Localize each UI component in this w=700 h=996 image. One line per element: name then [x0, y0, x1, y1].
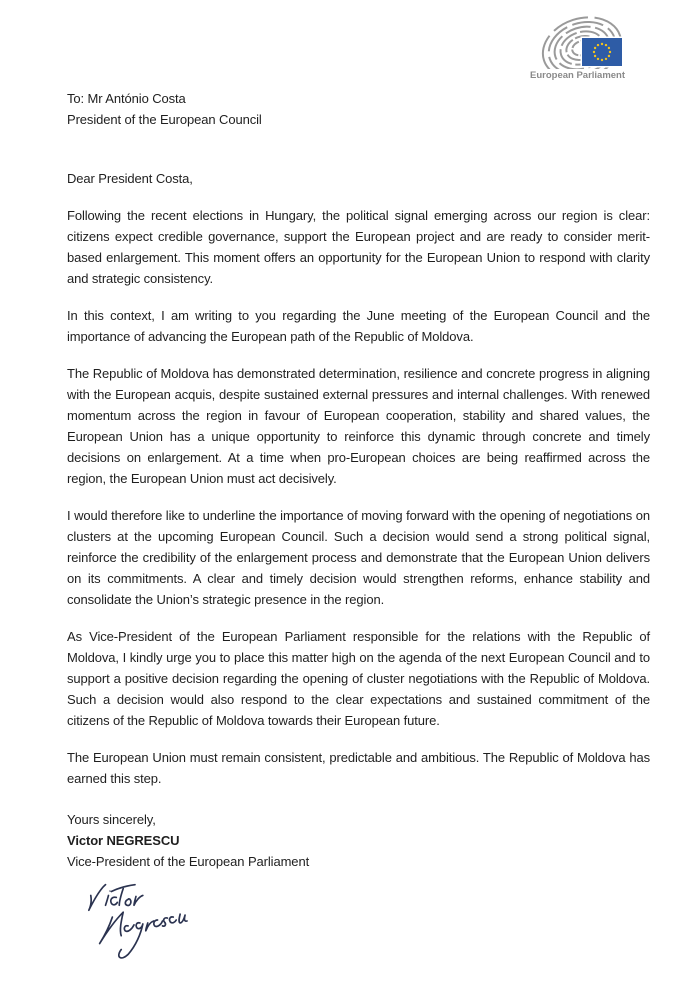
closing-block	[67, 809, 650, 872]
paragraph-4: I would therefore like to underline the importance of moving forward with the opening of negotiations on clusters at the upcoming European Council. Such a decision would send a strong political signal, reinforce the credibility of the enlargement process and demonstrate that the European Union delivers on its commitments. A clear and timely decision would strengthen reforms, enhance stability and consolidate the Union’s strategic presence in the region.	[67, 508, 650, 607]
paragraph-3: The Republic of Moldova has demonstrated determination, resilience and concrete progress in aligning with the European acquis, despite sustained external pressures and internal challenges. With renewed momentum across the region in favour of European cooperation, stability and shared values, the European Union has a unique opportunity to reinforce this dynamic through concrete and timely decisions on enlargement. At a time when pro-European choices are being reaffirmed across the region, the European Union must act decisively.	[67, 366, 650, 486]
paragraph-5: As Vice-President of the European Parliament responsible for the relations with the Republic of Moldova, I kindly urge you to place this matter high on the agenda of the next European Council and to support a positive decision regarding the opening of cluster negotiations with the Republic of Moldova. Such a decision would also respond to the clear expectations and sustained commitment of the citizens of the Republic of Moldova towards their European future.	[67, 629, 650, 728]
letter-content	[67, 88, 650, 969]
closing-phrase: Yours sincerely,	[67, 812, 156, 827]
paragraph-2: In this context, I am writing to you regarding the June meeting of the European Council and the importance of advancing the European path of the Republic of Moldova.	[67, 308, 650, 344]
salutation: Dear President Costa,	[67, 171, 193, 186]
handwritten-signature	[79, 879, 189, 963]
logo-caption: European Parliament	[530, 70, 626, 81]
recipient-block	[67, 88, 650, 130]
recipient-name: To: Mr António Costa	[67, 91, 186, 106]
paragraph-1: Following the recent elections in Hungary, the political signal emerging across our region is clear: citizens expect credible governance, support the European project and are ready to consider merit-based enlargement. This moment offers an opportunity for the European Union to respond with clarity and strategic consistency.	[67, 208, 650, 286]
recipient-title: President of the European Council	[67, 112, 262, 127]
paragraph-6: The European Union must remain consistent, predictable and ambitious. The Republic of Moldova has earned this step.	[67, 750, 650, 786]
signer-name: Victor NEGRESCU	[67, 833, 180, 848]
eu-flag-icon	[581, 37, 624, 68]
signer-title: Vice-President of the European Parliament	[67, 854, 310, 869]
european-parliament-logo	[530, 16, 624, 81]
ep-hemicycle-flag-icon	[530, 16, 624, 69]
